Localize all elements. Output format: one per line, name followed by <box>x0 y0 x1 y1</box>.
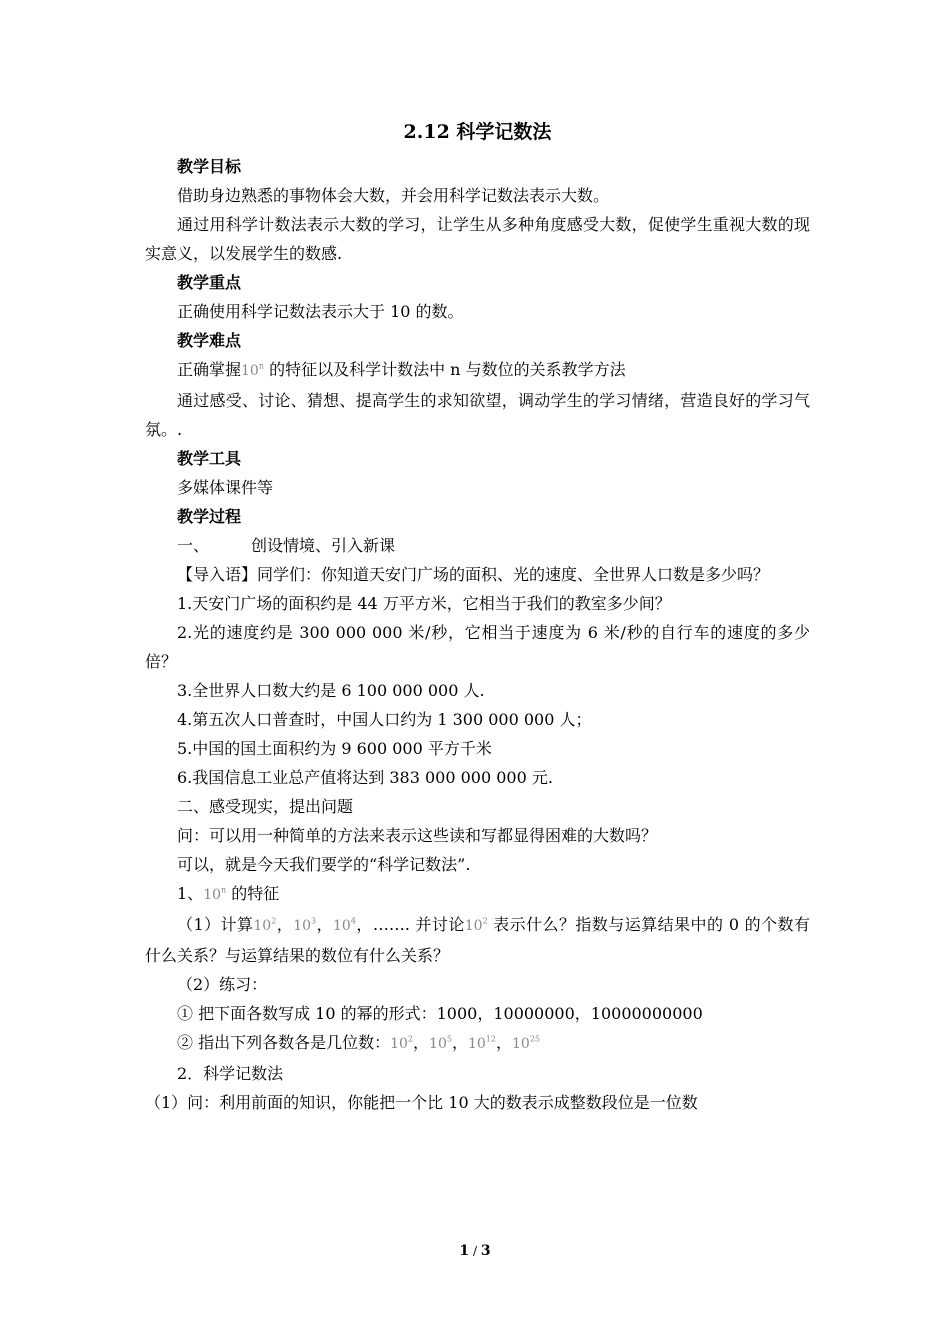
power-base: 10 <box>464 918 483 934</box>
paragraph: 通过感受、讨论、猜想、提高学生的求知欲望，调动学生的学习情绪，营造良好的学习气氛。. <box>145 391 810 439</box>
text: 正确掌握 <box>177 360 242 379</box>
power-exponent: 4 <box>350 916 356 926</box>
paragraph: 2．科学记数法 <box>177 1064 284 1083</box>
question-item: 1.天安门广场的面积约是 44 万平方米，它相当于我们的教室多少间？ <box>177 594 671 613</box>
power-base: 10 <box>203 887 222 903</box>
heading-tools: 教学工具 <box>177 449 242 468</box>
heading-difficulty: 教学难点 <box>177 331 242 350</box>
paragraph: 正确使用科学记数法表示大于 10 的数。 <box>177 302 464 321</box>
power-base: 10 <box>253 918 272 934</box>
page-number <box>0 1243 950 1259</box>
paragraph: 借助身边熟悉的事物体会大数，并会用科学记数法表示大数。 <box>177 186 610 205</box>
paragraph: 通过用科学计数法表示大数的学习，让学生从多种角度感受大数，促使学生重视大数的现实意义，以发展学生的数感. <box>145 215 810 263</box>
document-page <box>145 118 810 1117</box>
question-item: 5.中国的国土面积约为 9 600 000 平方千米 <box>177 739 492 758</box>
text: ， <box>451 1033 468 1052</box>
paragraph <box>145 910 810 970</box>
power-exponent: 3 <box>311 916 317 926</box>
text: ， <box>276 915 294 934</box>
exercise-item: ① 把下面各数写成 10 的幂的形式：1000，10000000，10000000000 <box>177 1004 703 1023</box>
page-separator: / <box>469 1244 481 1258</box>
paragraph: （1）问：利用前面的知识，你能把一个比 10 大的数表示成整数段位是一位数 <box>145 1093 698 1112</box>
text: 的特征 <box>226 884 280 903</box>
heading-key: 教学重点 <box>177 273 242 292</box>
page-title: 2.12 科学记数法 <box>403 121 552 143</box>
text: ， <box>316 915 334 934</box>
paragraph <box>145 531 810 560</box>
power-base: 10 <box>390 1036 408 1052</box>
power-base: 10 <box>512 1036 530 1052</box>
paragraph <box>145 879 810 910</box>
power-exponent: n <box>258 361 264 371</box>
heading-goal: 教学目标 <box>177 157 242 176</box>
power-exponent: 5 <box>446 1034 452 1044</box>
page-current: 1 <box>459 1243 470 1259</box>
question-item: 4.第五次人口普查时，中国人口约为 1 300 000 000 人； <box>177 710 592 729</box>
heading-process: 教学过程 <box>177 507 242 526</box>
paragraph: 可以，就是今天我们要学的“科学记数法”. <box>177 855 471 874</box>
exercise-item <box>145 1028 810 1059</box>
power-base: 10 <box>429 1036 447 1052</box>
step-number: 一、 <box>177 536 210 555</box>
power-base: 10 <box>293 918 312 934</box>
power-exponent: 2 <box>482 916 488 926</box>
paragraph: （2）练习： <box>177 975 268 994</box>
power-exponent: 25 <box>529 1034 541 1044</box>
text: ，……. 并讨论 <box>355 915 465 934</box>
text: （1）计算 <box>177 915 254 934</box>
text: ， <box>413 1033 430 1052</box>
power-base: 10 <box>467 1036 486 1052</box>
paragraph <box>145 355 810 386</box>
step-text: 创设情境、引入新课 <box>251 536 396 555</box>
paragraph: 问：可以用一种简单的方法来表示这些读和写都显得困难的大数吗？ <box>177 826 658 845</box>
power-exponent: 2 <box>271 916 277 926</box>
text: ， <box>495 1033 512 1052</box>
paragraph: 二、感受现实，提出问题 <box>177 797 354 816</box>
power-exponent: n <box>221 885 227 895</box>
power-exponent: 2 <box>407 1034 414 1044</box>
text: ② 指出下列各数各是几位数： <box>177 1033 391 1052</box>
power-base: 10 <box>333 918 351 934</box>
text: 表示什么？指数与运算结果中的 0 的个数有什么关系？与运算结果的数位有什么关系？ <box>145 915 810 965</box>
text: 1、 <box>177 884 204 903</box>
page-total: 3 <box>480 1243 491 1259</box>
question-item: 2.光的速度约是 300 000 000 米/秒，它相当于速度为 6 米/秒的自行车的速度的多少倍？ <box>145 623 810 671</box>
power-exponent: 12 <box>485 1034 496 1044</box>
question-item: 3.全世界人口数大约是 6 100 000 000 人. <box>177 681 485 700</box>
text: 的特征以及科学计数法中 n 与数位的关系教学方法 <box>264 360 626 379</box>
paragraph: 【导入语】同学们：你知道天安门广场的面积、光的速度、全世界人口数是多少吗？ <box>177 565 770 584</box>
question-item: 6.我国信息工业总产值将达到 383 000 000 000 元. <box>177 768 553 787</box>
paragraph: 多媒体课件等 <box>177 478 274 497</box>
power-base: 10 <box>241 363 259 379</box>
